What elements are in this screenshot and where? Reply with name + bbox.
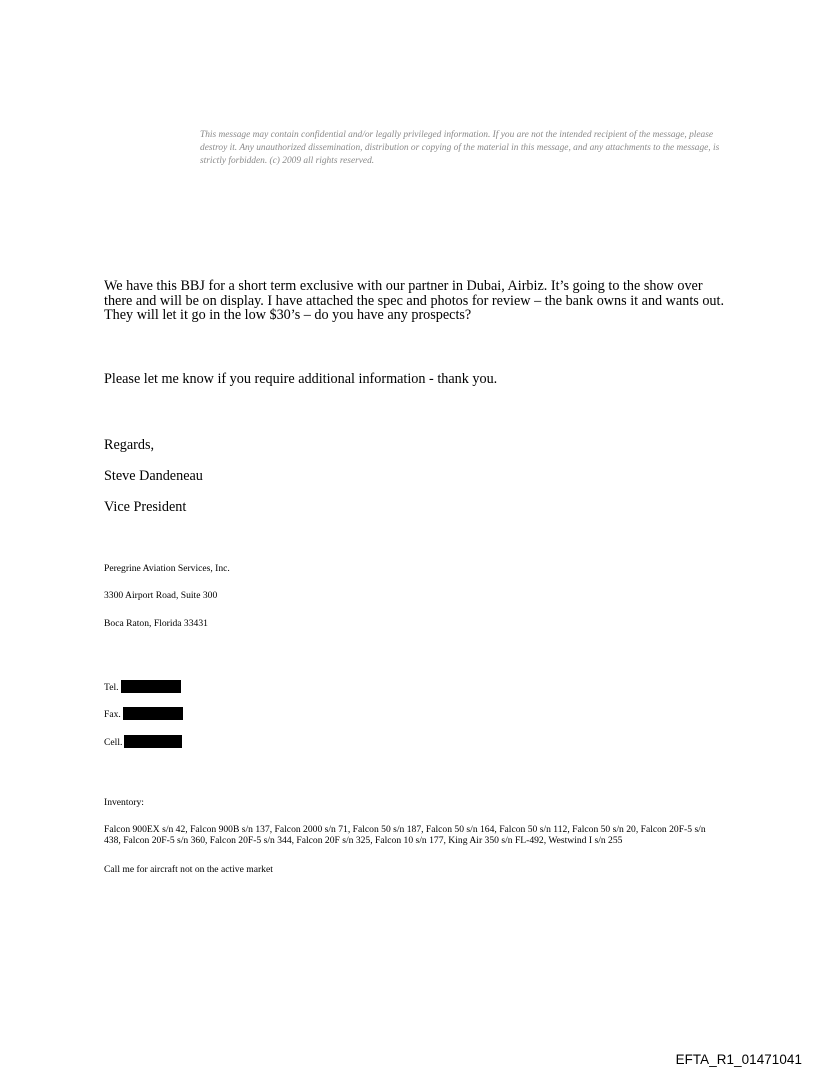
confidentiality-disclaimer: This message may contain confidential and/or legally privileged information. If you are not the intended recipient of the message, please destroy it. Any unauthorized dissemination, distribution or copying of the material in this message, and any attachments to the message, is strictly forbidden. (c) 2009 all rights reserved.	[200, 130, 720, 166]
signature-closing: Regards,	[104, 437, 155, 453]
address-line-1: 3300 Airport Road, Suite 300	[104, 590, 218, 601]
cell-line	[104, 735, 182, 748]
inventory-note: Call me for aircraft not on the active market	[104, 864, 273, 875]
inventory-list: Falcon 900EX s/n 42, Falcon 900B s/n 137, Falcon 2000 s/n 71, Falcon 50 s/n 187, Falcon 50 s/n 164, Falcon 50 s/n 112, Falcon 50 s/n 20, Falcon 20F-5 s/n 438, Falcon 20F-5 s/n 360, Falcon 20F-5 s/n 344, Falcon 20F s/n 325, Falcon 10 s/n 177, King Air 350 s/n FL-492, Westwind I s/n 255	[104, 824, 706, 846]
company-name: Peregrine Aviation Services, Inc.	[104, 563, 230, 574]
fax-label: Fax.	[104, 709, 121, 720]
signature-name: Steve Dandeneau	[104, 468, 203, 484]
fax-line	[104, 707, 183, 720]
cell-redaction	[124, 735, 182, 748]
address-line-2: Boca Raton, Florida 33431	[104, 618, 208, 629]
tel-redaction	[121, 680, 181, 693]
tel-line	[104, 680, 181, 693]
fax-redaction	[123, 707, 183, 720]
message-paragraph: We have this BBJ for a short term exclusive with our partner in Dubai, Airbiz. It’s going to the show over there and will be on display. I have attached the spec and photos for review – the bank owns it and wants out. They will let it go in the low $30’s – do you have any prospects?	[104, 278, 725, 323]
tel-label: Tel.	[104, 682, 119, 693]
cell-label: Cell.	[104, 737, 123, 748]
inventory-heading: Inventory:	[104, 797, 144, 808]
message-request: Please let me know if you require additional information - thank you.	[104, 371, 498, 387]
document-id: EFTA_R1_01471041	[675, 1052, 802, 1067]
signature-title: Vice President	[104, 499, 187, 515]
